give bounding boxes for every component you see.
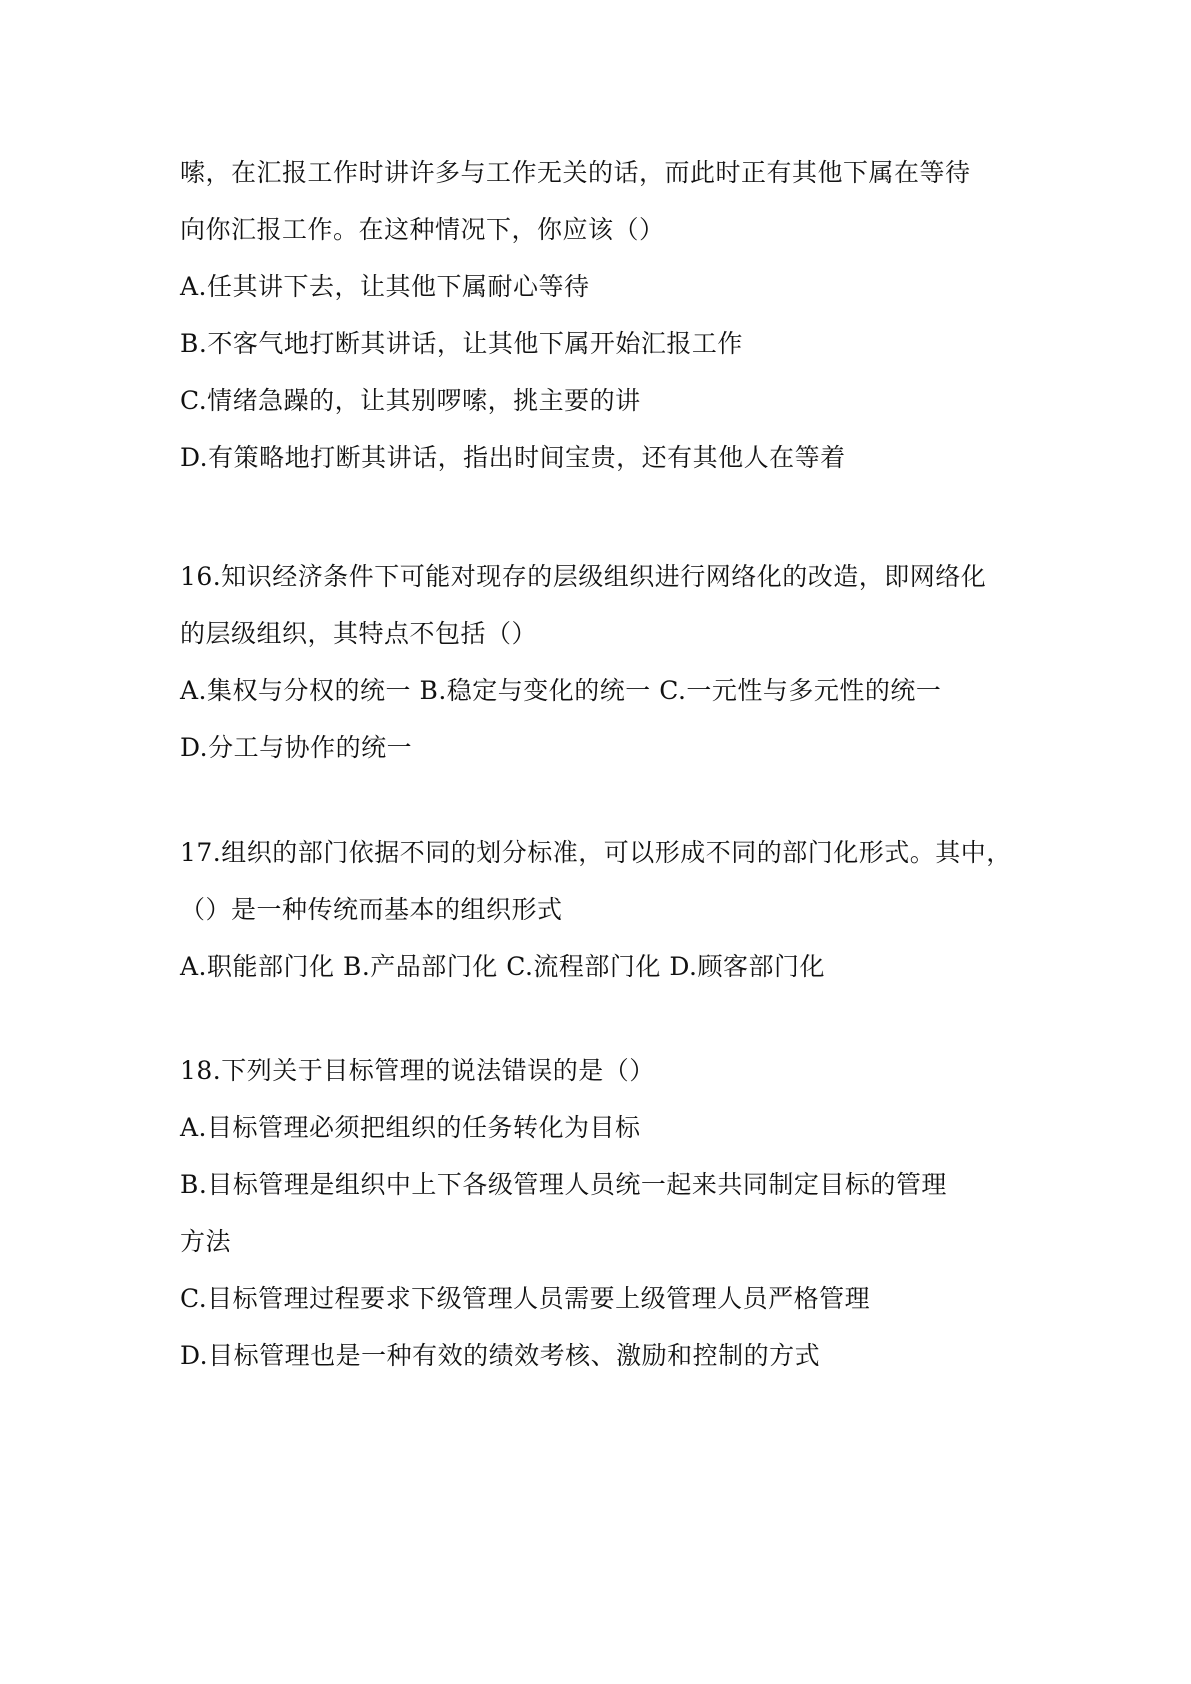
question-16-stem-line-2: 的层级组织，其特点不包括（） — [180, 619, 538, 648]
question-15-option-a: A.任其讲下去，让其他下属耐心等待 — [180, 272, 590, 301]
question-15-stem-line-1: 嗦，在汇报工作时讲许多与工作无关的话，而此时正有其他下属在等待 — [180, 158, 971, 187]
question-17-options-line-1: A.职能部门化 B.产品部门化 C.流程部门化 D.顾客部门化 — [180, 952, 825, 981]
question-16-options-line-1: A.集权与分权的统一 B.稳定与变化的统一 C.一元性与多元性的统一 — [180, 676, 942, 705]
question-18-option-c: C.目标管理过程要求下级管理人员需要上级管理人员严格管理 — [180, 1284, 871, 1313]
question-15-option-c: C.情绪急躁的，让其别啰嗦，挑主要的讲 — [180, 386, 641, 415]
question-18-option-a: A.目标管理必须把组织的任务转化为目标 — [180, 1113, 641, 1142]
question-18-option-d: D.目标管理也是一种有效的绩效考核、激励和控制的方式 — [180, 1341, 821, 1370]
question-15-option-b: B.不客气地打断其讲话，让其他下属开始汇报工作 — [180, 329, 743, 358]
question-17-stem-line-1: 17.组织的部门依据不同的划分标准，可以形成不同的部门化形式。其中， — [180, 838, 1012, 867]
question-15-stem-line-2: 向你汇报工作。在这种情况下，你应该（） — [180, 215, 665, 244]
question-18-option-b-line-2: 方法 — [180, 1227, 232, 1256]
question-15-option-d: D.有策略地打断其讲话，指出时间宝贵，还有其他人在等着 — [180, 443, 846, 472]
question-18-option-b-line-1: B.目标管理是组织中上下各级管理人员统一起来共同制定目标的管理 — [180, 1170, 947, 1199]
question-17-stem-line-2: （）是一种传统而基本的组织形式 — [180, 895, 563, 924]
question-16-stem-line-1: 16.知识经济条件下可能对现存的层级组织进行网络化的改造，即网络化 — [180, 562, 987, 591]
question-16-options-line-2: D.分工与协作的统一 — [180, 733, 413, 762]
question-18-stem: 18.下列关于目标管理的说法错误的是（） — [180, 1056, 655, 1085]
